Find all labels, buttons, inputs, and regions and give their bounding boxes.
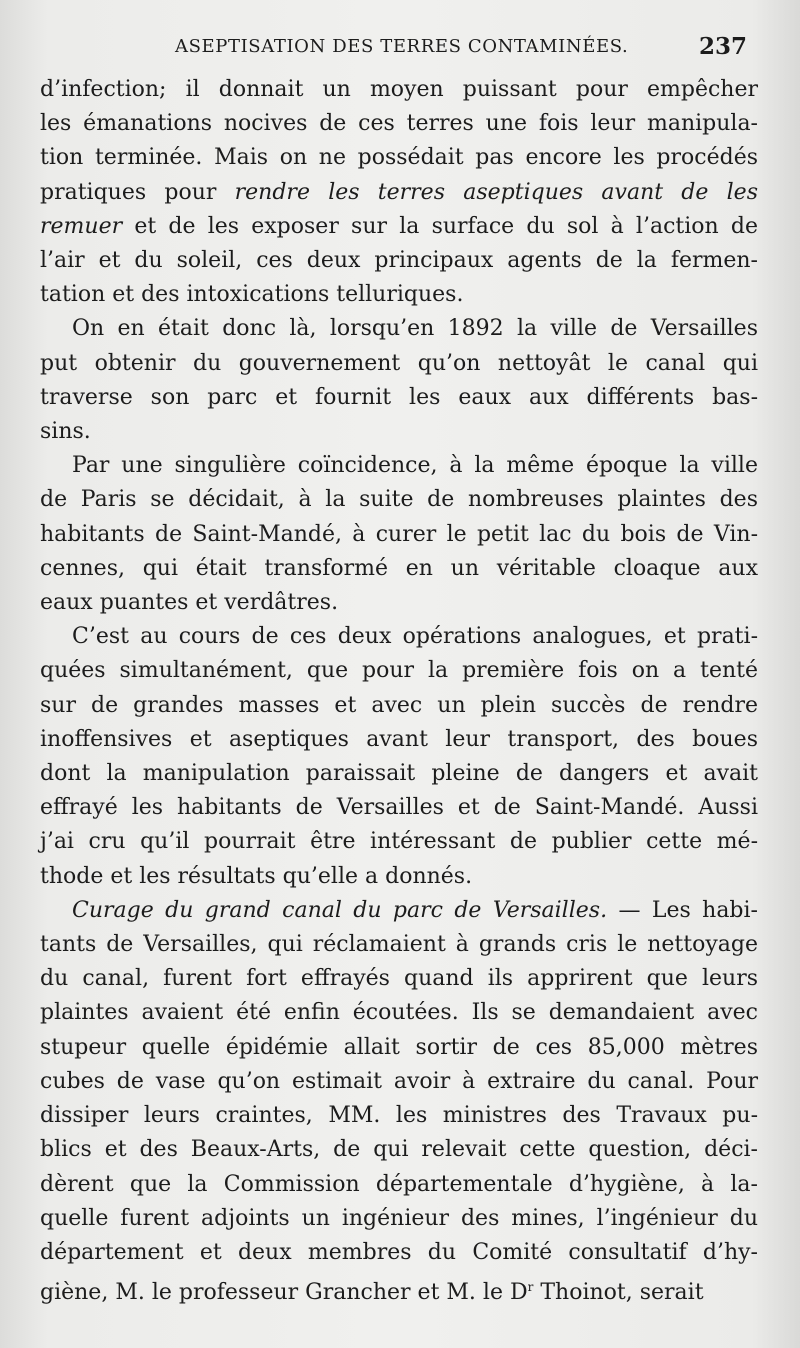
paragraph xyxy=(40,449,758,620)
text-line: remuer et de les exposer sur la surface du sol à l’action de xyxy=(40,213,758,239)
text-line: thode et les résultats qu’elle a donnés. xyxy=(40,863,473,889)
text-line: j’ai cru qu’il pourrait être intéressant de publier cette mé- xyxy=(40,829,758,855)
text-line: On en était donc là, lorsqu’en 1892 la ville de Versailles xyxy=(72,316,758,342)
text-line: C’est au cours de ces deux opérations analogues, et prati- xyxy=(72,624,758,650)
text-line: d’infection; il donnait un moyen puissant pour empêcher xyxy=(40,77,758,102)
text-line: tion terminée. Mais on ne possédait pas encore les procédés xyxy=(40,145,758,171)
text-line: de Paris se décidait, à la suite de nombreuses plaintes des xyxy=(40,487,758,513)
text-line: quelle furent adjoints un ingénieur des mines, l’ingénieur du xyxy=(40,1205,758,1231)
text-line: put obtenir du gouvernement qu’on nettoyât le canal qui xyxy=(40,350,758,376)
text-line: département et deux membres du Comité consultatif d’hy- xyxy=(40,1239,758,1265)
text-line: Curage du grand canal du parc de Versailles. — Les habi- xyxy=(72,897,758,923)
page-number: 237 xyxy=(698,33,747,60)
text-line: blics et des Beaux-Arts, de qui relevait cette question, déci- xyxy=(40,1137,758,1163)
text-line: les émanations nocives de ces terres une fois leur manipula- xyxy=(40,111,758,137)
text-line: eaux puantes et verdâtres. xyxy=(40,590,339,616)
text-line: traverse son parc et fournit les eaux aux différents bas- xyxy=(40,384,758,410)
text-line: dèrent que la Commission départementale d’hygiène, à la- xyxy=(40,1171,758,1197)
superscript: r xyxy=(527,1280,534,1295)
text-line: sur de grandes masses et avec un plein succès de rendre xyxy=(40,692,758,718)
text-line: tation et des intoxications telluriques. xyxy=(40,282,464,308)
italic-text: remuer xyxy=(40,213,123,239)
page-header xyxy=(40,33,760,66)
paragraph xyxy=(40,620,758,894)
text-line: plaintes avaient été enfin écoutées. Ils se demandaient avec xyxy=(40,1000,758,1026)
text-line: cubes de vase qu’on estimait avoir à extraire du canal. Pour xyxy=(40,1068,758,1094)
text-line: effrayé les habitants de Versailles et de Saint-Mandé. Aussi xyxy=(40,795,758,821)
text-line: quées simultanément, que pour la première fois on a tenté xyxy=(40,658,758,684)
text-line: inoffensives et aseptiques avant leur transport, des boues xyxy=(40,726,758,752)
italic-text: rendre les terres aseptiques avant de les xyxy=(234,179,758,205)
running-title: ASEPTISATION DES TERRES CONTAMINÉES. xyxy=(175,36,629,57)
text-line: l’air et du soleil, ces deux principaux agents de la fermen- xyxy=(40,248,758,274)
text-line: dissiper leurs craintes, MM. les ministres des Travaux pu- xyxy=(40,1103,758,1129)
paragraph xyxy=(40,894,758,1310)
text-line: giène, M. le professeur Grancher et M. le $D^r$ Thoinot, serait xyxy=(40,1280,704,1306)
text-line: Par une singulière coïncidence, à la même époque la ville xyxy=(72,453,758,479)
text-line: tants de Versailles, qui réclamaient à grands cris le nettoyage xyxy=(40,932,758,958)
paragraph xyxy=(40,73,758,312)
body-text xyxy=(40,73,758,1310)
text-line: dont la manipulation paraissait pleine de dangers et avait xyxy=(40,761,758,787)
paragraph xyxy=(40,312,758,449)
text-line: stupeur quelle épidémie allait sortir de ces 85,000 mètres xyxy=(40,1034,758,1060)
text-line: du canal, furent fort effrayés quand ils apprirent que leurs xyxy=(40,966,758,992)
text-line: sins. xyxy=(40,419,91,445)
italic-text: Curage du grand canal du parc de Versailles. xyxy=(72,897,608,923)
text-line: habitants de Saint-Mandé, à curer le petit lac du bois de Vin- xyxy=(40,521,758,547)
text-line: cennes, qui était transformé en un véritable cloaque aux xyxy=(40,555,758,581)
text-line: pratiques pour rendre les terres aseptiques avant de les xyxy=(40,179,758,205)
